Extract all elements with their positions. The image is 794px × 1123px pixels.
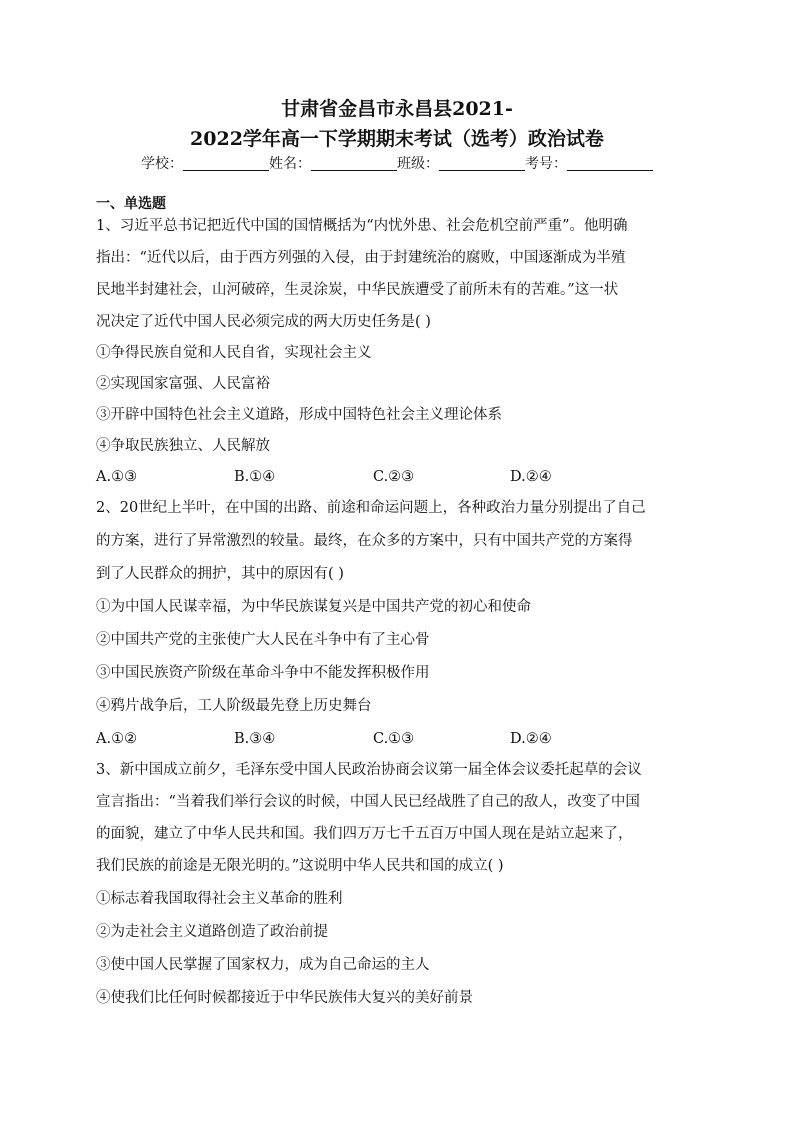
q3-statement: ②为走社会主义道路创造了政治前提 [96, 924, 328, 940]
exam-number-label: 考号： [525, 156, 567, 172]
q1-stem-line: 1、习近平总书记把近代中国的国情概括为“内忧外患、社会危机空前严重”。他明确 [96, 218, 628, 234]
q1-option-d[interactable]: D.②④ [510, 469, 552, 485]
q3-statement: ①标志着我国取得社会主义革命的胜利 [96, 891, 343, 907]
school-blank [183, 154, 269, 171]
q3-statement: ③使中国人民掌握了国家权力，成为自己命运的主人 [96, 957, 430, 973]
q1-stem-line: 指出：“近代以后，由于西方列强的入侵，由于封建统治的腐败，中国逐渐成为半殖 [96, 250, 626, 266]
q2-stem-line: 到了人民群众的拥护，其中的原因有( ) [96, 566, 344, 582]
q2-statement: ③中国民族资产阶级在革命斗争中不能发挥积极作用 [96, 665, 430, 681]
exam-number-blank [567, 154, 653, 171]
q3-statement: ④使我们比任何时候都接近于中华民族伟大复兴的美好前景 [96, 990, 473, 1006]
q2-option-c[interactable]: C.①③ [373, 731, 415, 747]
q3-stem-line: 宣言指出：“当着我们举行会议的时候，中国人民已经战胜了自己的敌人，改变了中国 [96, 794, 640, 810]
q2-statement: ②中国共产党的主张使广大人民在斗争中有了主心骨 [96, 632, 430, 648]
q2-option-b[interactable]: B.③④ [234, 731, 276, 747]
q2-option-a[interactable]: A.①② [96, 731, 138, 747]
q3-stem-line: 3、新中国成立前夕，毛泽东受中国人民政治协商会议第一届全体会议委托起草的会议 [96, 762, 642, 778]
q1-option-a[interactable]: A.①③ [96, 469, 138, 485]
q1-option-b[interactable]: B.①④ [234, 469, 276, 485]
q1-options [96, 466, 700, 488]
exam-title-line2: 2022学年高一下学期期末考试（选考）政治试卷 [190, 128, 604, 150]
q1-statement: ①争得民族自觉和人民自省，实现社会主义 [96, 345, 372, 361]
name-blank [311, 154, 397, 171]
class-label: 班级： [397, 156, 439, 172]
q1-stem-line: 况决定了近代中国人民必须完成的两大历史任务是( ) [96, 314, 431, 330]
student-info-row [0, 153, 794, 175]
q3-stem-line: 我们民族的前途是无限光明的。”这说明中华人民共和国的成立( ) [96, 858, 504, 874]
q2-stem-line: 的方案，进行了异常激烈的较量。最终，在众多的方案中，只有中国共产党的方案得 [96, 533, 633, 549]
q1-statement: ②实现国家富强、人民富裕 [96, 376, 270, 392]
q2-statement: ①为中国人民谋幸福，为中华民族谋复兴是中国共产党的初心和使命 [96, 599, 531, 615]
q1-statement: ④争取民族独立、人民解放 [96, 438, 270, 454]
q3-stem-line: 的面貌，建立了中华人民共和国。我们四万万七千五百万中国人现在是站立起来了， [96, 826, 633, 842]
section-heading: 一、单选题 [96, 196, 166, 212]
q1-statement: ③开辟中国特色社会主义道路，形成中国特色社会主义理论体系 [96, 407, 502, 423]
q2-statement: ④鸦片战争后，工人阶级最先登上历史舞台 [96, 698, 372, 714]
q2-options [96, 728, 700, 750]
school-label: 学校： [141, 156, 183, 172]
q2-stem-line: 2、20世纪上半叶，在中国的出路、前途和命运问题上，各种政治力量分别提出了自己 [96, 500, 646, 516]
q1-option-c[interactable]: C.②③ [373, 469, 415, 485]
name-label: 姓名： [269, 156, 311, 172]
q1-stem-line: 民地半封建社会，山河破碎，生灵涂炭，中华民族遭受了前所未有的苦难。”这一状 [96, 282, 619, 298]
class-blank [439, 154, 525, 171]
q2-option-d[interactable]: D.②④ [510, 731, 552, 747]
exam-title-line1: 甘肃省金昌市永昌县2021- [281, 98, 513, 120]
